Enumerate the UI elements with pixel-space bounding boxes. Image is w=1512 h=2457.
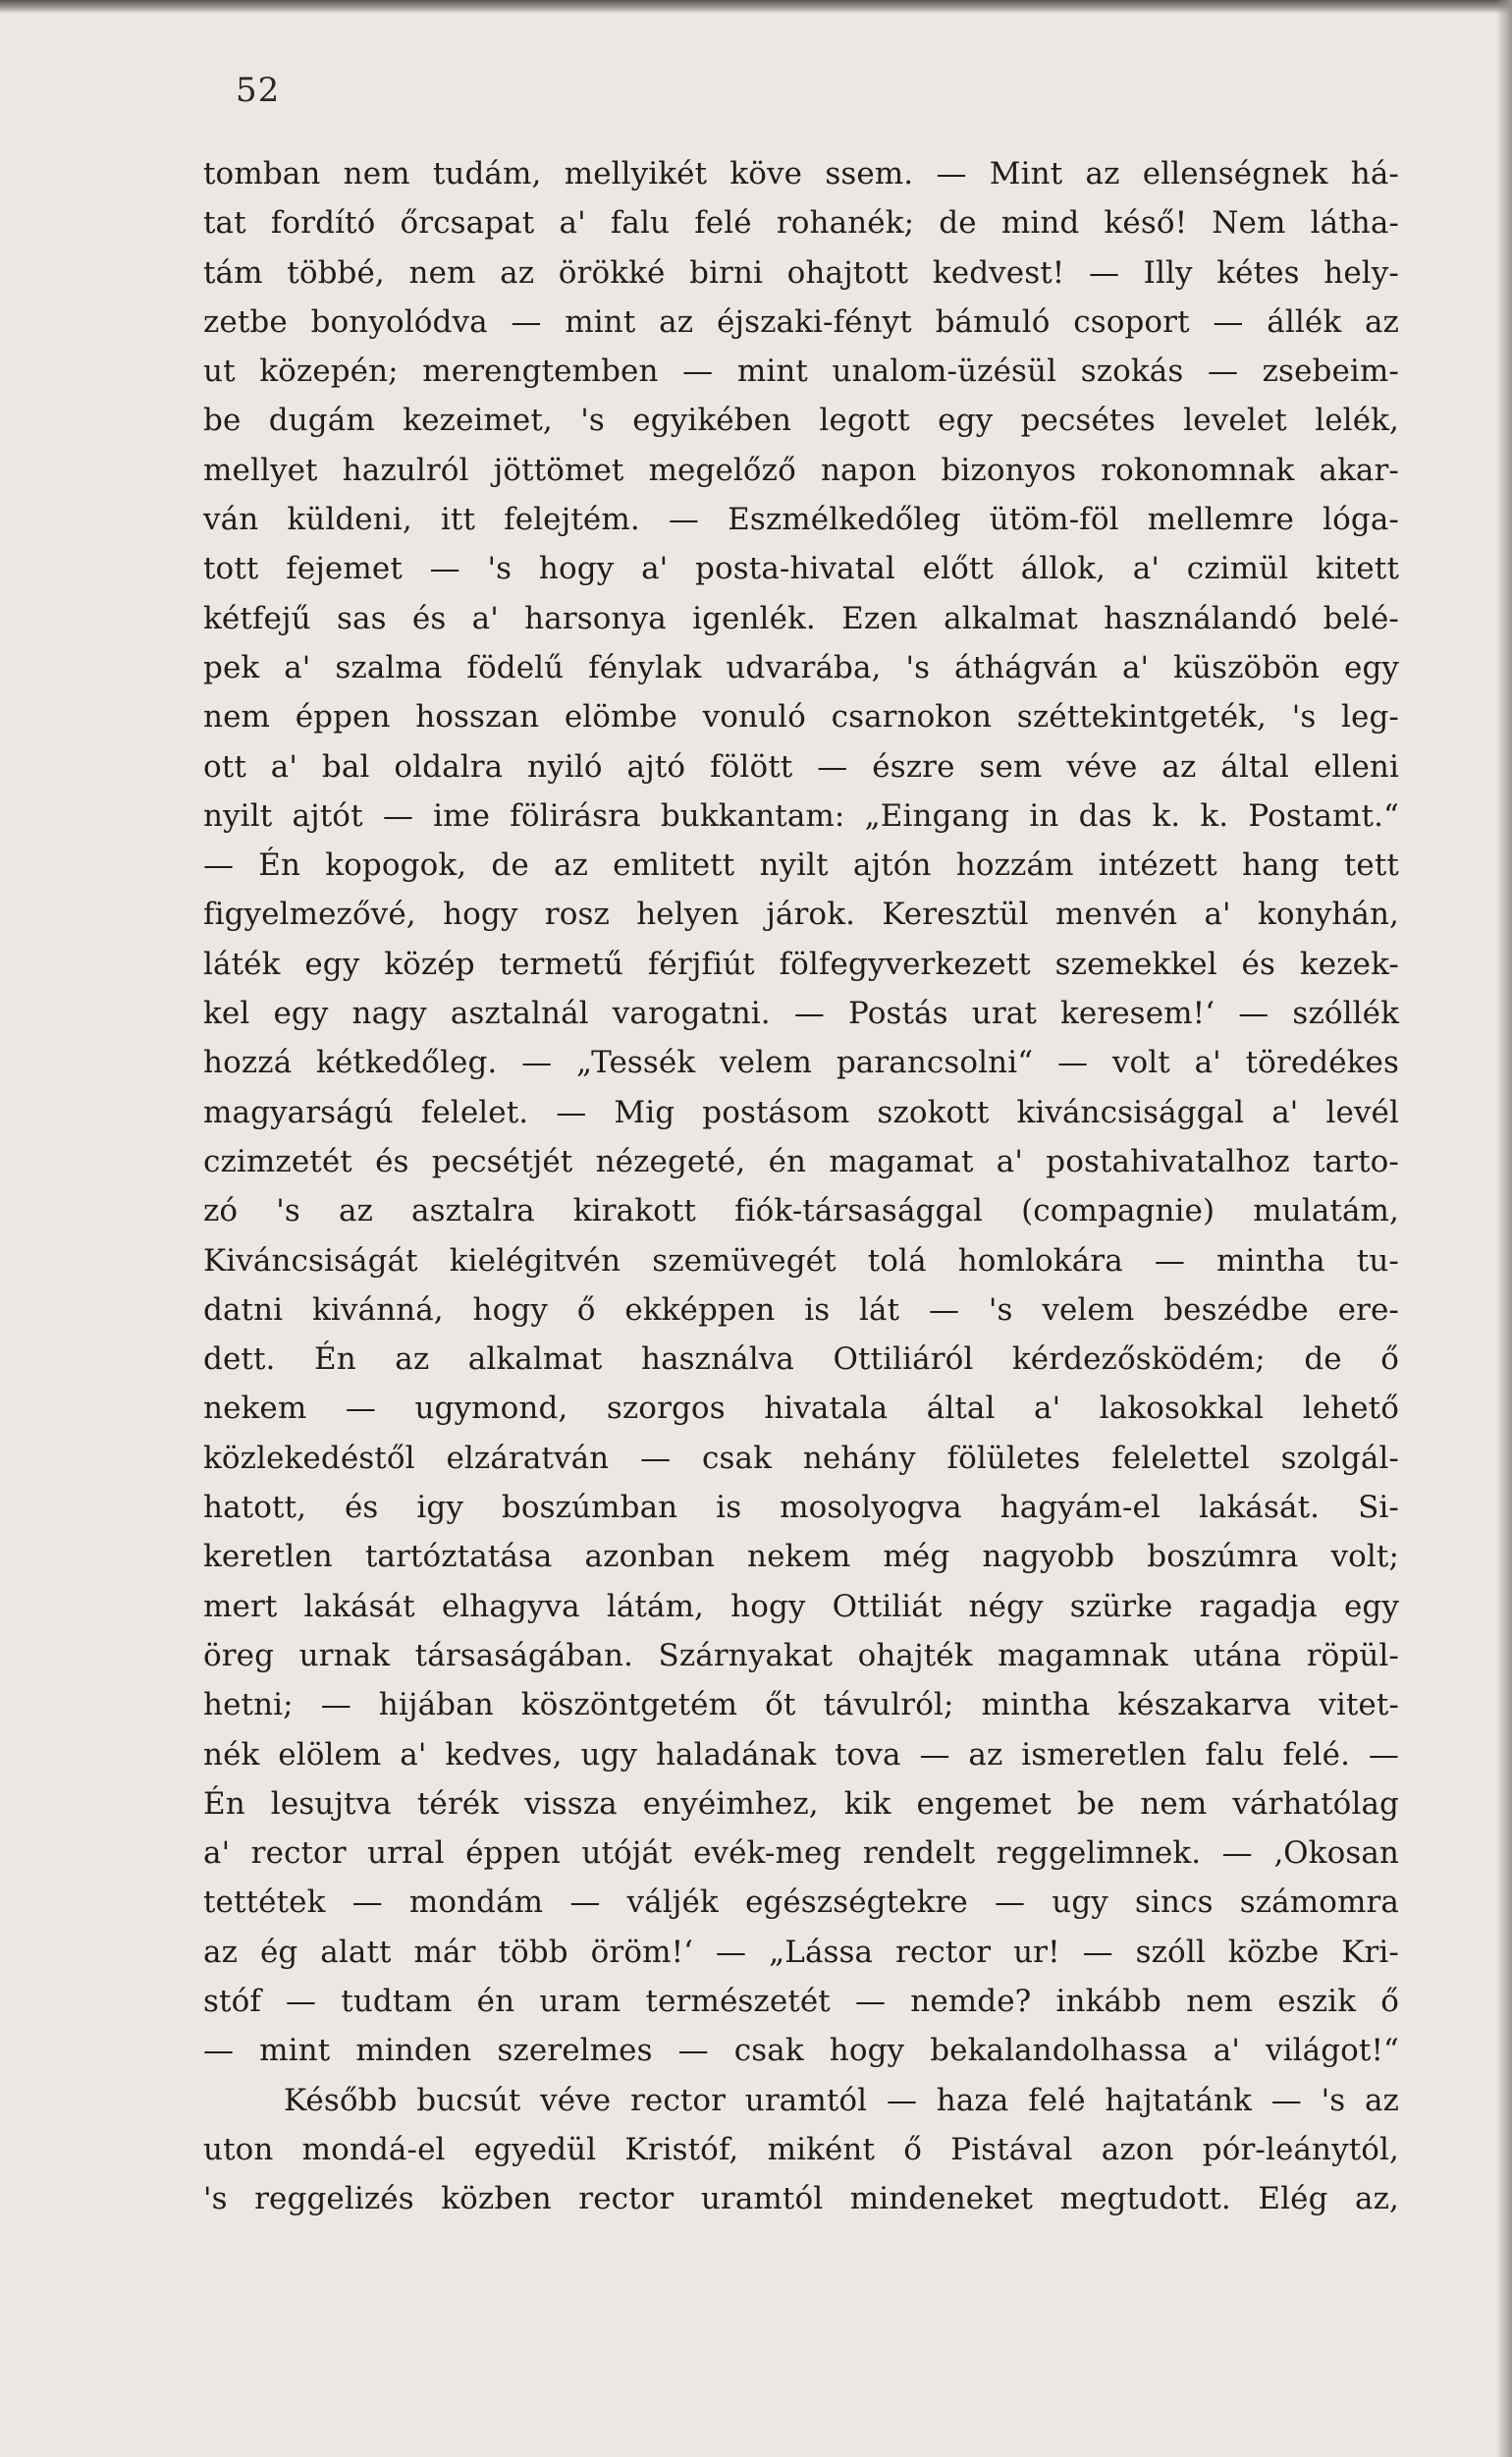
text-line: uton mondá-el egyedül Kristóf, miként ő Pistával azon pór-leánytól, bbox=[203, 2131, 1399, 2167]
text-line: figyelmezővé, hogy rosz helyen járok. Keresztül menvén a' konyhán, bbox=[203, 897, 1399, 933]
text-line: az ég alatt már több öröm!‘ — „Lássa rector ur! — szóll közbe Kri- bbox=[203, 1934, 1399, 1970]
text-line: zó 's az asztalra kirakott fiók-társasággal (compagnie) mulatám, bbox=[203, 1193, 1399, 1229]
page-right-edge bbox=[1496, 0, 1512, 2457]
text-line: ván küldeni, itt felejtém. — Eszmélkedőleg ütöm-föl mellemre lóga- bbox=[203, 502, 1399, 538]
text-line: magyarságú felelet. — Mig postásom szokott kiváncsisággal a' levél bbox=[203, 1094, 1399, 1130]
text-line: kel egy nagy asztalnál varogatni. — Postás urat keresem!‘ — szóllék bbox=[203, 996, 1399, 1032]
text-line: pek a' szalma födelű fénylak udvarába, 's áthágván a' küszöbön egy bbox=[203, 649, 1399, 685]
text-line: mert lakását elhagyva látám, hogy Ottiliát négy szürke ragadja egy bbox=[203, 1588, 1399, 1624]
text-line: nék elölem a' kedves, ugy haladának tova — az ismeretlen falu felé. — bbox=[203, 1736, 1399, 1773]
text-line: hatott, és igy boszúmban is mosolyogva hagyám-el lakását. Si- bbox=[203, 1490, 1399, 1526]
text-line: tám többé, nem az örökké birni ohajtott kedvest! — Illy kétes hely- bbox=[203, 254, 1399, 291]
text-line: hetni; — hijában köszöntgetém őt távulról; mintha készakarva vitet- bbox=[203, 1687, 1399, 1723]
text-line: datni kivánná, hogy ő ekképpen is lát — 's velem beszédbe ere- bbox=[203, 1291, 1399, 1328]
text-line: mellyet hazulról jöttömet megelőző napon bizonyos rokonomnak akar- bbox=[203, 452, 1399, 488]
page-top-edge bbox=[0, 0, 1512, 14]
text-line: stóf — tudtam én uram természetét — nemde? inkább nem eszik ő bbox=[203, 1983, 1399, 2019]
text-line: dett. Én az alkalmat használva Ottiliáról kérdezősködém; de ő bbox=[203, 1341, 1399, 1378]
text-line: zetbe bonyolódva — mint az éjszaki-fényt bámuló csoport — állék az bbox=[203, 303, 1399, 340]
text-line: be dugám kezeimet, 's egyikében legott egy pecsétes levelet lelék, bbox=[203, 403, 1399, 439]
text-line: tomban nem tudám, mellyikét köve ssem. — Mint az ellenségnek há- bbox=[203, 156, 1399, 191]
text-line: czimzetét és pecsétjét nézegeté, én magamat a' postahivatalhoz tarto- bbox=[203, 1143, 1399, 1179]
text-line: ut közepén; merengtemben — mint unalom-üzésül szokás — zsebeim- bbox=[203, 354, 1399, 390]
text-line: Én lesujtva térék vissza enyéimhez, kik engemet be nem várhatólag bbox=[203, 1785, 1399, 1822]
paragraph-first-line: Később bucsút véve rector uramtól — haza felé hajtatánk — 's az bbox=[284, 2082, 1399, 2118]
text-line: nyilt ajtót — ime fölirásra bukkantam: „Eingang in das k. k. Postamt.“ bbox=[203, 797, 1399, 834]
text-line: 's reggelizés közben rector uramtól mindeneket megtudott. Elég az, bbox=[203, 2181, 1399, 2217]
text-line: hozzá kétkedőleg. — „Tessék velem parancsolni“ — volt a' töredékes bbox=[203, 1045, 1399, 1081]
text-line: közlekedéstől elzáratván — csak nehány fölületes felelettel szolgál- bbox=[203, 1440, 1399, 1476]
text-line: — mint minden szerelmes — csak hogy bekalandolhassa a' világot!“ bbox=[203, 2033, 1399, 2069]
text-line: Kiváncsiságát kielégitvén szemüvegét tolá homlokára — mintha tu- bbox=[203, 1242, 1399, 1279]
body-text bbox=[203, 149, 1399, 2223]
text-line: nem éppen hosszan elömbe vonuló csarnokon széttekintgeték, 's leg- bbox=[203, 699, 1399, 736]
text-line: öreg urnak társaságában. Szárnyakat ohajték magamnak utána röpül- bbox=[203, 1637, 1399, 1673]
text-line: nekem — ugymond, szorgos hivatala által a' lakosokkal lehető bbox=[203, 1391, 1399, 1427]
text-line: tott fejemet — 's hogy a' posta-hivatal előtt állok, a' czimül kitett bbox=[203, 551, 1399, 587]
text-line: tettétek — mondám — váljék egészségtekre — ugy sincs számomra bbox=[203, 1884, 1399, 1921]
text-line: láték egy közép termetű férjfiút fölfegyverkezett szemekkel és kezek- bbox=[203, 946, 1399, 982]
text-line: kétfejű sas és a' harsonya igenlék. Ezen alkalmat használandó belé- bbox=[203, 600, 1399, 636]
text-line: a' rector urral éppen utóját evék-meg rendelt reggelimnek. — ‚Okosan bbox=[203, 1835, 1399, 1872]
page-number: 52 bbox=[236, 71, 281, 110]
text-line: tat fordító őrcsapat a' falu felé rohanék; de mind késő! Nem látha- bbox=[203, 205, 1399, 242]
text-line: — Én kopogok, de az emlitett nyilt ajtón hozzám intézett hang tett bbox=[203, 847, 1399, 884]
text-line: keretlen tartóztatása azonban nekem még nagyobb boszúmra volt; bbox=[203, 1539, 1399, 1575]
text-line: ott a' bal oldalra nyiló ajtó fölött — észre sem véve az által elleni bbox=[203, 748, 1399, 785]
